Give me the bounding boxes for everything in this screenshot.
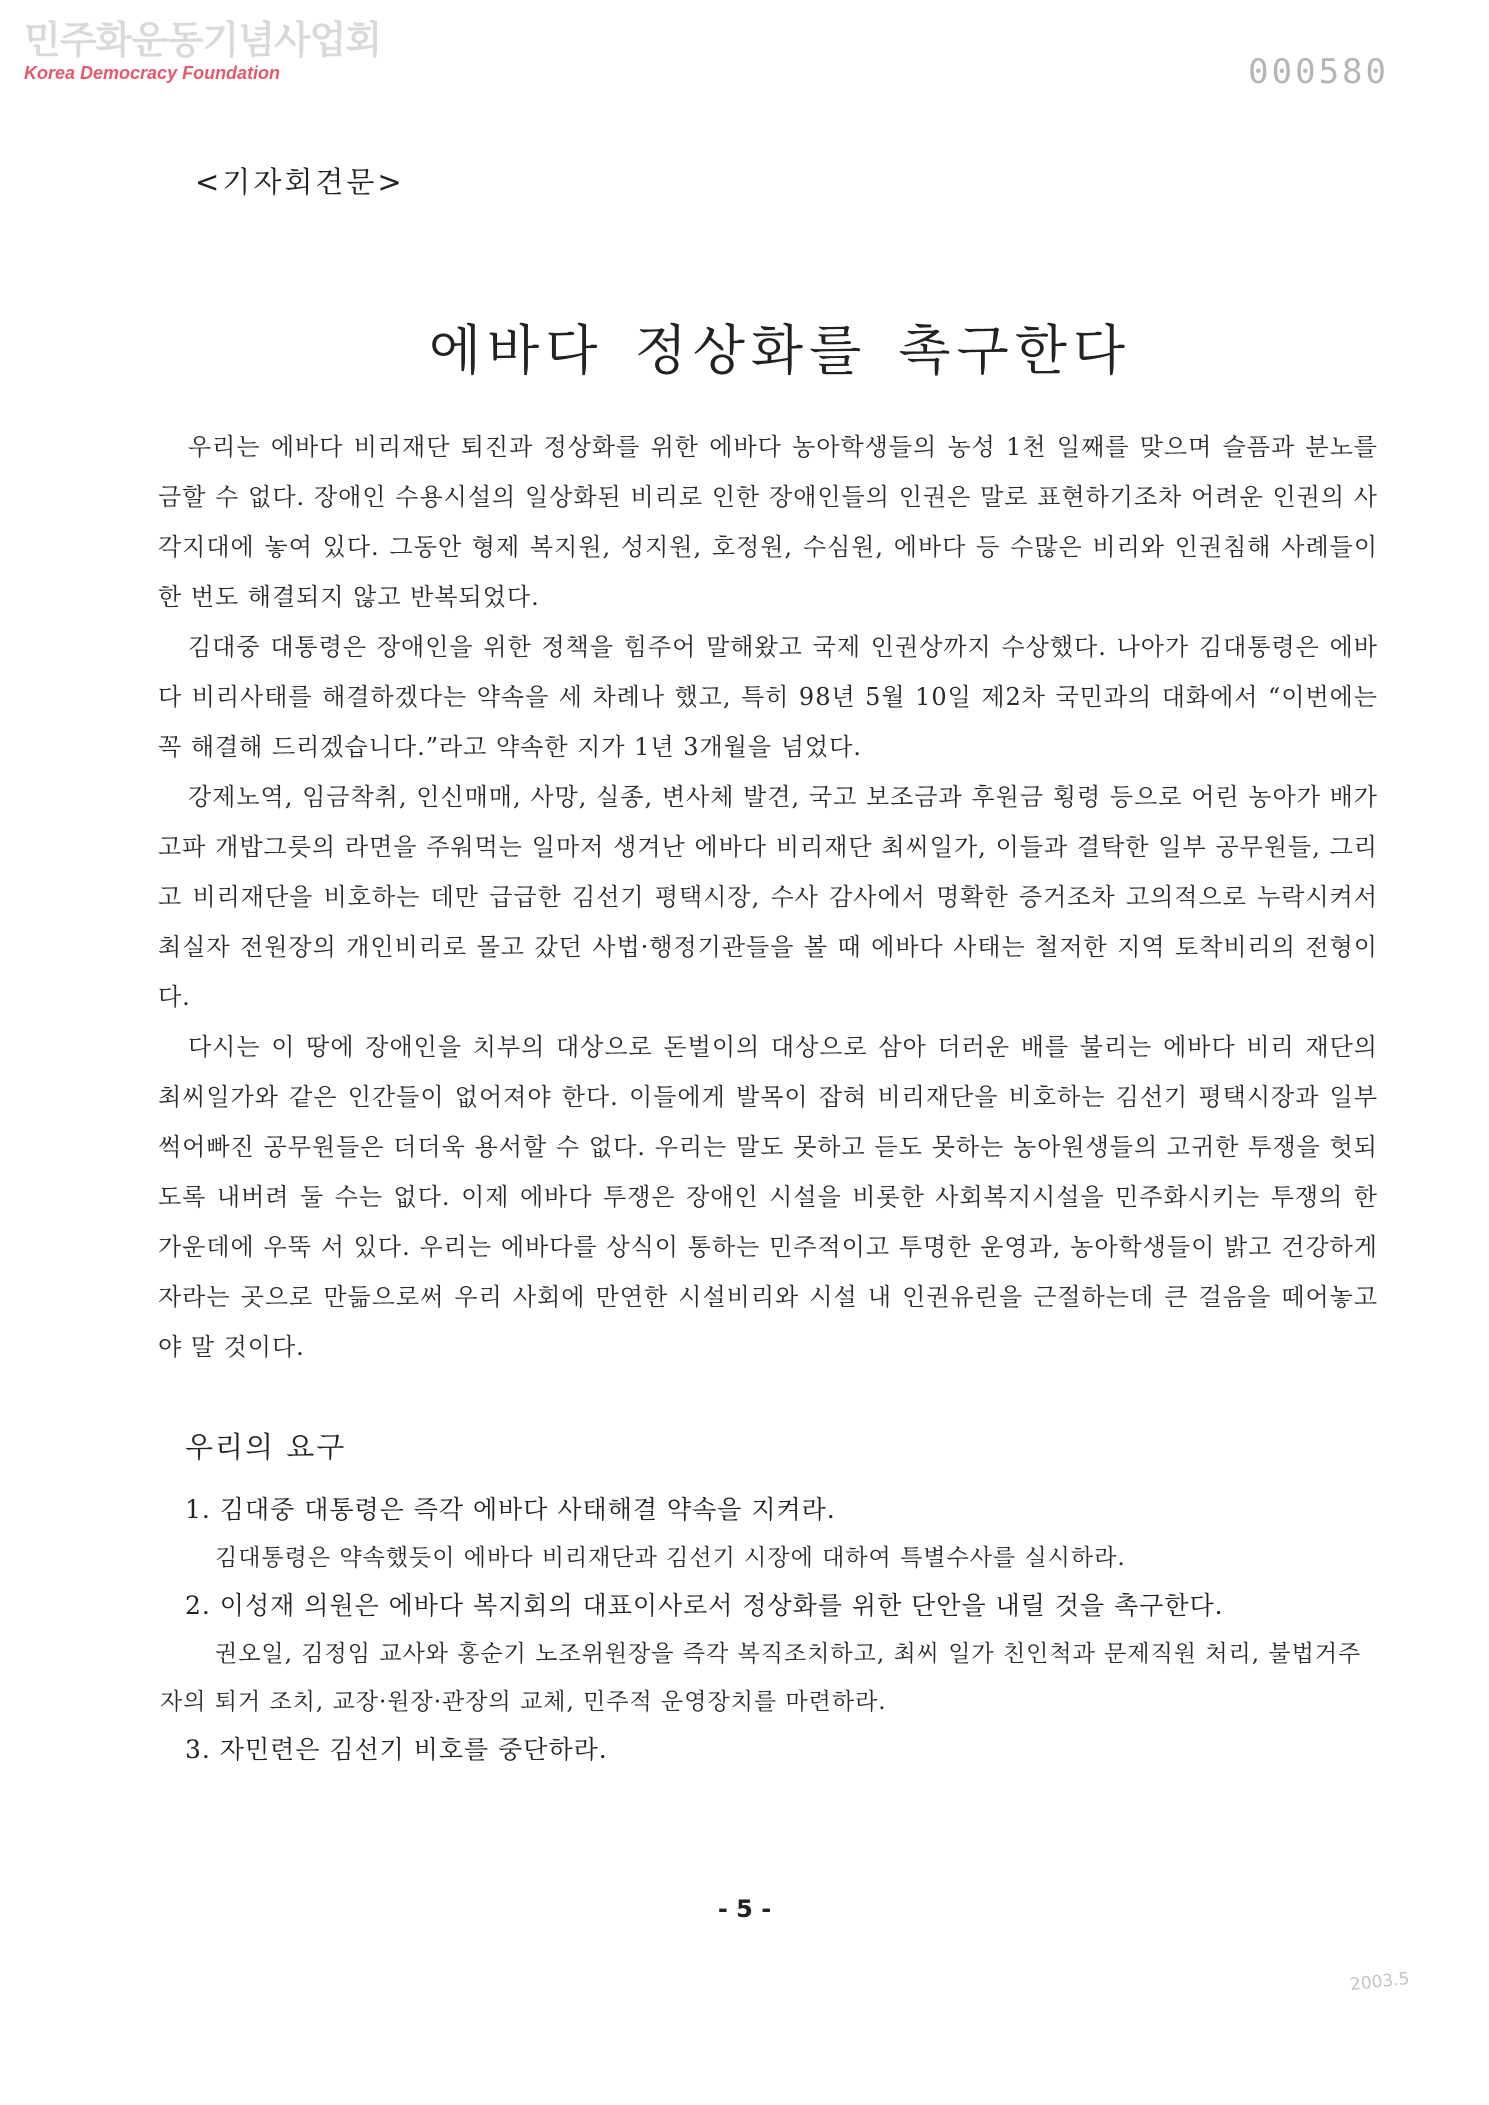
demand-item-3: 3. 자민련은 김선기 비호를 중단하라. (185, 1735, 608, 1764)
paragraph: 우리는 에바다 비리재단 퇴진과 정상화를 위한 에바다 농아학생들의 농성 1천 일째를 맞으며 슬픔과 분노를 금할 수 없다. 장애인 수용시설의 일상화된 비리로 인한 장애인들의 인권은 말로 표현하기조차 어려운 인권의 사각지대에 놓여 있다. 그동안 형제 복지원, 성지원, 호정원, 수심원, 에바다 등 수많은 비리와 인권침해 사례들이 한 번도 해결되지 않고 반복되었다. (158, 433, 1378, 611)
watermark-english: Korea Democracy Foundation (24, 63, 281, 83)
statement-body (158, 422, 1378, 1372)
foundation-watermark (24, 18, 381, 84)
paragraph: 다시는 이 땅에 장애인을 치부의 대상으로 돈벌이의 대상으로 삼아 더러운 배를 불리는 에바다 비리 재단의 최씨일가와 같은 인간들이 없어져야 한다. 이들에게 발목이 잡혀 비리재단을 비호하는 김선기 평택시장과 일부 썩어빠진 공무원들은 더더욱 용서할 수 없다. 우리는 말도 못하고 듣도 못하는 농아원생들의 고귀한 투쟁을 헛되도록 내버려 둘 수는 없다. 이제 에바다 투쟁은 장애인 시설을 비롯한 사회복지시설을 민주화시키는 투쟁의 한 가운데에 우뚝 서 있다. 우리는 에바다를 상식이 통하는 민주적이고 투명한 운영과, 농아학생들이 밝고 건강하게 자라는 곳으로 만듦으로써 우리 사회에 만연한 시설비리와 시설 내 인권유린을 근절하는데 큰 걸음을 떼어놓고야 말 것이다. (158, 1033, 1378, 1361)
demands-section (160, 1425, 1380, 1774)
demand-item-2: 2. 이성재 의원은 에바다 복지회의 대표이사로서 정상화를 위한 단안을 내릴 것을 촉구한다. (185, 1591, 1224, 1620)
archive-stamp: 2003.5 (1348, 1968, 1410, 1996)
document-number: 000580 (1248, 52, 1389, 92)
document-title: 에바다 정상화를 촉구한다 (428, 319, 1132, 382)
section-label: <기자회견문> (195, 165, 405, 199)
paragraph: 강제노역, 임금착취, 인신매매, 사망, 실종, 변사체 발견, 국고 보조금과 후원금 횡령 등으로 어린 농아가 배가 고파 개밥그릇의 라면을 주워먹는 일마저 생겨난 에바다 비리재단 최씨일가, 이들과 결탁한 일부 공무원들, 그리고 비리재단을 비호하는 데만 급급한 김선기 평택시장, 수사 감사에서 명확한 증거조차 고의적으로 누락시켜서 최실자 전원장의 개인비리로 몰고 갔던 사법·행정기관들을 볼 때 에바다 사태는 철저한 지역 토착비리의 전형이다. (158, 783, 1378, 1011)
page-number: - 5 - (717, 1895, 772, 1923)
demand-detail-2: 권오일, 김정임 교사와 홍순기 노조위원장을 즉각 복직조치하고, 최씨 일가 친인척과 문제직원 처리, 불법거주자의 퇴거 조치, 교장·원장·관장의 교체, 민주적 운영장치를 마련하라. (160, 1641, 1362, 1715)
paragraph: 김대중 대통령은 장애인을 위한 정책을 힘주어 말해왔고 국제 인권상까지 수상했다. 나아가 김대통령은 에바다 비리사태를 해결하겠다는 약속을 세 차례나 했고, 특히 98년 5월 10일 제2차 국민과의 대화에서 “이번에는 꼭 해결해 드리겠습니다.”라고 약속한 지가 1년 3개월을 넘었다. (158, 633, 1378, 761)
watermark-korean: 민주화운동기념사업회 (24, 18, 382, 62)
demand-detail-1: 김대통령은 약속했듯이 에바다 비리재단과 김선기 시장에 대하여 특별수사를 실시하라. (215, 1545, 1126, 1571)
demands-heading: 우리의 요구 (185, 1430, 347, 1464)
demand-item-1: 1. 김대중 대통령은 즉각 에바다 사태해결 약속을 지켜라. (185, 1495, 836, 1524)
